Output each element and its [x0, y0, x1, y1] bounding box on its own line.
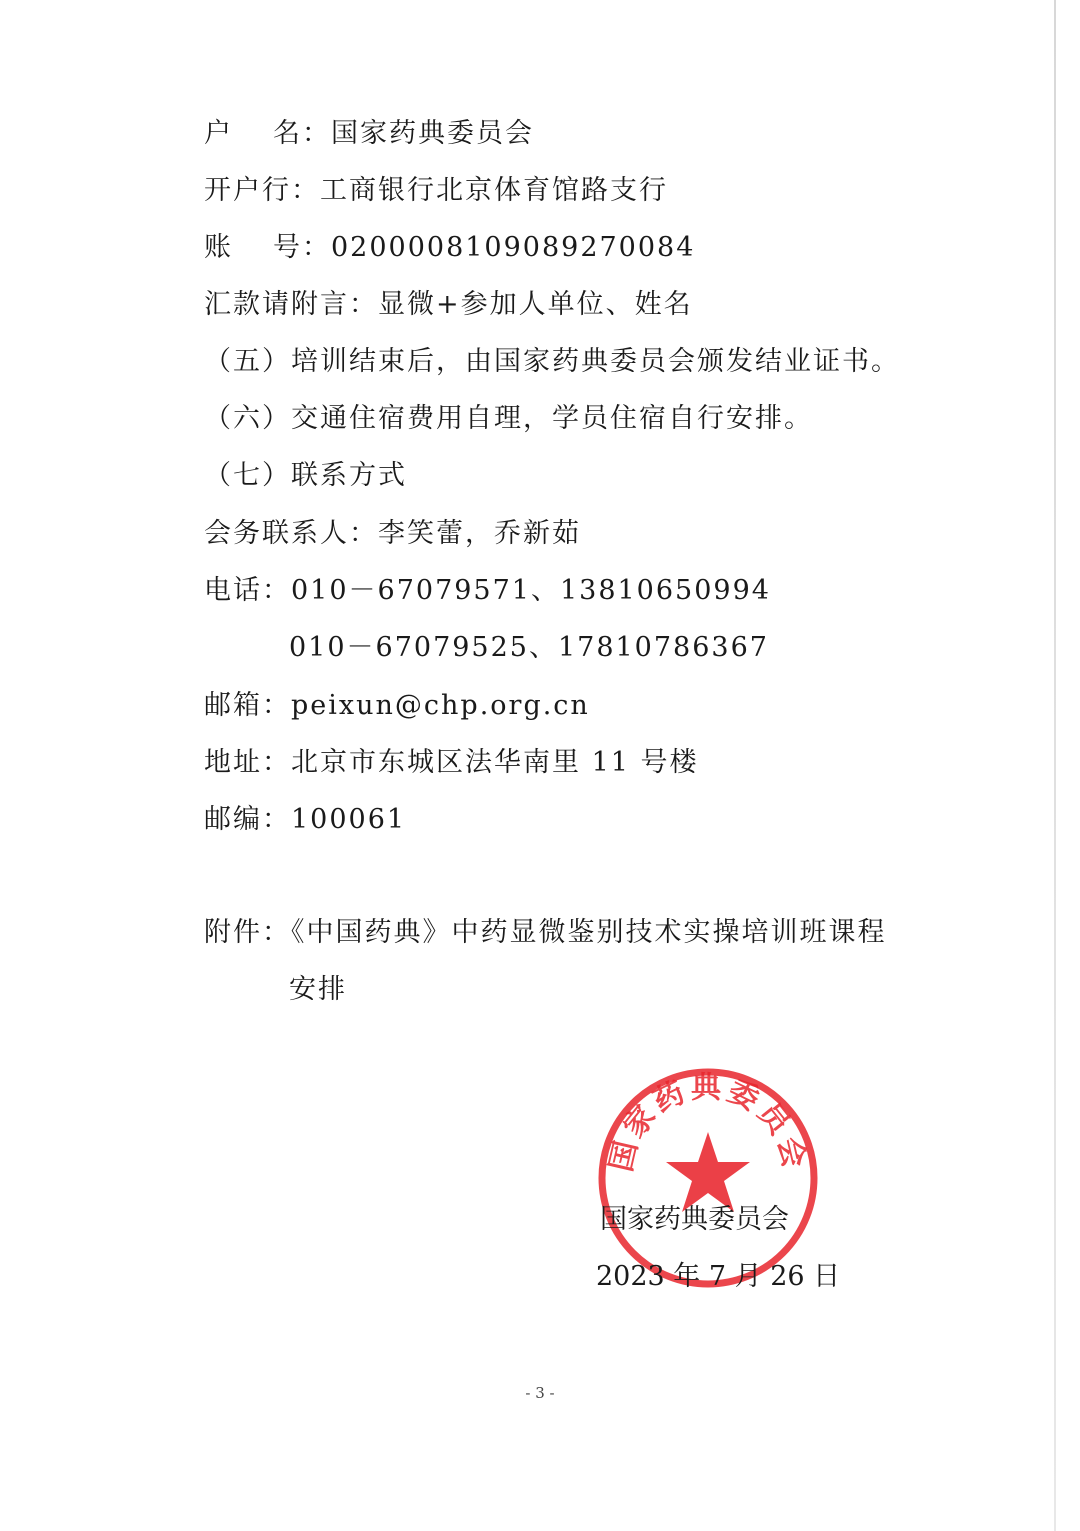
page-number: - 3 -: [525, 1384, 555, 1402]
postcode-label: 邮编：: [204, 804, 291, 835]
address-line: [204, 745, 699, 781]
account-number-value: 0200008109089270084: [331, 232, 696, 263]
remark-label: 汇款请附言：: [204, 289, 378, 320]
phone-line-2: 010－67079525、17810786367: [289, 632, 769, 663]
signature-date: 2023 年 7 月 26 日: [596, 1261, 841, 1292]
account-name-value: 国家药典委员会: [331, 118, 534, 149]
phone-line-1: [204, 573, 771, 609]
email-line: [204, 688, 590, 724]
remark-value: 显微+参加人单位、姓名: [378, 289, 693, 320]
postcode-value: 100061: [291, 804, 407, 835]
page-edge: [1054, 0, 1056, 1531]
account-name-label-a: 户: [204, 118, 233, 149]
attachment-label: 附件：: [204, 917, 291, 948]
postcode-line: [204, 802, 406, 838]
contact-person-line: [204, 516, 581, 552]
seal-text: 国家药典委员会: [603, 1070, 813, 1175]
attachment-line-2: 安排: [289, 974, 347, 1005]
attachment-line-1: [204, 915, 887, 951]
account-name-line: [204, 116, 534, 152]
account-name-label-b: 名：: [273, 118, 331, 149]
contact-person-value: 李笑蕾，乔新茹: [378, 518, 581, 549]
account-number-label-a: 账: [204, 232, 233, 263]
phone-label: 电话：: [204, 575, 291, 606]
phone-value-1: 010－67079571、13810650994: [291, 575, 771, 606]
account-number-line: [204, 230, 695, 266]
signature-org: 国家药典委员会: [600, 1204, 789, 1235]
address-value: 北京市东城区法华南里 11 号楼: [291, 747, 699, 778]
address-label: 地址：: [204, 747, 291, 778]
email-value: peixun@chp.org.cn: [291, 690, 590, 721]
account-number-label-b: 号：: [273, 232, 331, 263]
bank-value: 工商银行北京体育馆路支行: [320, 175, 668, 206]
attachment-title-1: 《中国药典》中药显微鉴别技术实操培训班课程: [291, 917, 887, 948]
bank-line: [204, 173, 668, 209]
item-seven: （七）联系方式: [204, 460, 407, 491]
item-six: （六）交通住宿费用自理，学员住宿自行安排。: [204, 403, 813, 434]
bank-label: 开户行：: [204, 175, 320, 206]
item-five: （五）培训结束后，由国家药典委员会颁发结业证书。: [204, 346, 900, 377]
remark-line: [204, 287, 693, 323]
official-seal-icon: [596, 1066, 820, 1290]
email-label: 邮箱：: [204, 690, 291, 721]
contact-person-label: 会务联系人：: [204, 518, 378, 549]
